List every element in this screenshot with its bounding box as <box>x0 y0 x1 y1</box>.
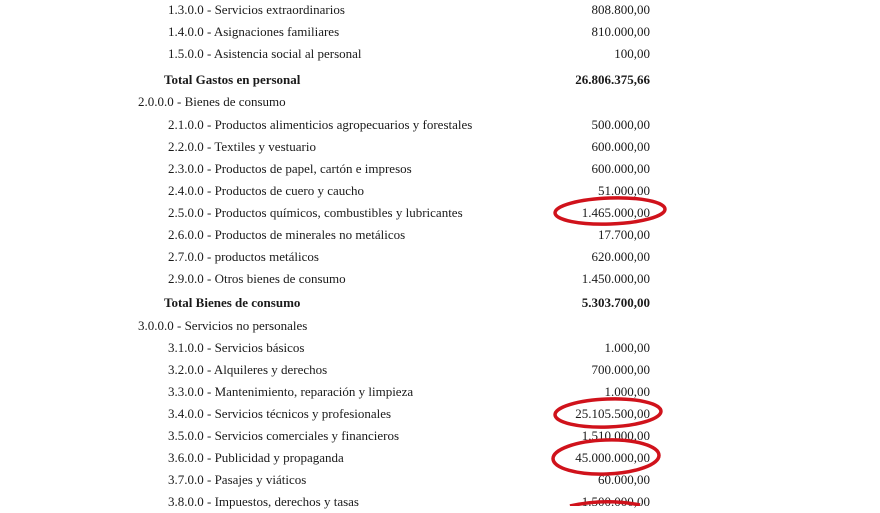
table-row <box>0 268 880 290</box>
row-label: 3.5.0.0 - Servicios comerciales y financieros <box>168 428 400 443</box>
section-heading-row <box>0 91 880 113</box>
row-amount: 1.465.000,00 <box>581 205 650 220</box>
row-label: 3.8.0.0 - Impuestos, derechos y tasas <box>168 494 359 509</box>
row-label: 3.2.0.0 - Alquileres y derechos <box>168 362 328 377</box>
table-row <box>0 246 880 268</box>
table-row <box>0 43 880 65</box>
row-label: 3.6.0.0 - Publicidad y propaganda <box>168 450 344 465</box>
row-label: 2.0.0.0 - Bienes de consumo <box>138 94 286 109</box>
table-row <box>0 0 880 21</box>
table-row <box>0 180 880 202</box>
row-amount: 810.000,00 <box>591 24 650 39</box>
section-heading-row <box>0 315 880 337</box>
table-row <box>0 469 880 491</box>
table-row <box>0 202 880 224</box>
table-row <box>0 21 880 43</box>
row-label: 2.2.0.0 - Textiles y vestuario <box>168 139 316 154</box>
row-amount: 700.000,00 <box>591 362 650 377</box>
total-row <box>0 69 880 91</box>
row-label: 2.4.0.0 - Productos de cuero y caucho <box>168 183 365 198</box>
table-row <box>0 491 880 513</box>
row-label: 2.3.0.0 - Productos de papel, cartón e impresos <box>168 161 412 176</box>
table-row <box>0 425 880 447</box>
row-amount: 5.303.700,00 <box>581 295 650 310</box>
row-label: 3.7.0.0 - Pasajes y viáticos <box>168 472 307 487</box>
table-row <box>0 136 880 158</box>
row-label: 3.4.0.0 - Servicios técnicos y profesionales <box>168 406 392 421</box>
row-label: Total Gastos en personal <box>164 72 301 87</box>
table-row <box>0 403 880 425</box>
row-amount: 1.510.000,00 <box>581 428 650 443</box>
row-amount: 600.000,00 <box>591 161 650 176</box>
row-label: 1.5.0.0 - Asistencia social al personal <box>168 46 362 61</box>
row-amount: 45.000.000,00 <box>575 450 650 465</box>
total-row <box>0 292 880 314</box>
row-amount: 60.000,00 <box>598 472 650 487</box>
row-amount: 51.000,00 <box>598 183 650 198</box>
row-label: Total Bienes de consumo <box>164 295 301 310</box>
row-label: 3.1.0.0 - Servicios básicos <box>168 340 305 355</box>
row-label: 2.1.0.0 - Productos alimenticios agropecuarios y forestales <box>168 117 473 132</box>
row-amount: 808.800,00 <box>591 2 650 17</box>
table-row <box>0 359 880 381</box>
table-row <box>0 158 880 180</box>
row-label: 3.3.0.0 - Mantenimiento, reparación y limpieza <box>168 384 414 399</box>
table-row <box>0 447 880 469</box>
row-label: 2.5.0.0 - Productos químicos, combustibles y lubricantes <box>168 205 463 220</box>
row-amount: 26.806.375,66 <box>575 72 650 87</box>
row-amount: 1.000,00 <box>604 384 650 399</box>
table-row <box>0 337 880 359</box>
row-amount: 17.700,00 <box>598 227 650 242</box>
row-label: 2.9.0.0 - Otros bienes de consumo <box>168 271 346 286</box>
table-row <box>0 224 880 246</box>
row-amount: 1.500.000,00 <box>581 494 650 509</box>
row-label: 2.7.0.0 - productos metálicos <box>168 249 319 264</box>
row-amount: 100,00 <box>614 46 650 61</box>
row-label: 1.3.0.0 - Servicios extraordinarios <box>168 2 345 17</box>
row-amount: 600.000,00 <box>591 139 650 154</box>
row-label: 3.0.0.0 - Servicios no personales <box>138 318 308 333</box>
row-label: 2.6.0.0 - Productos de minerales no metálicos <box>168 227 406 242</box>
row-amount: 1.450.000,00 <box>581 271 650 286</box>
row-amount: 1.000,00 <box>604 340 650 355</box>
row-amount: 620.000,00 <box>591 249 650 264</box>
table-row <box>0 114 880 136</box>
row-amount: 25.105.500,00 <box>575 406 650 421</box>
row-label: 1.4.0.0 - Asignaciones familiares <box>168 24 340 39</box>
table-row <box>0 381 880 403</box>
row-amount: 500.000,00 <box>591 117 650 132</box>
